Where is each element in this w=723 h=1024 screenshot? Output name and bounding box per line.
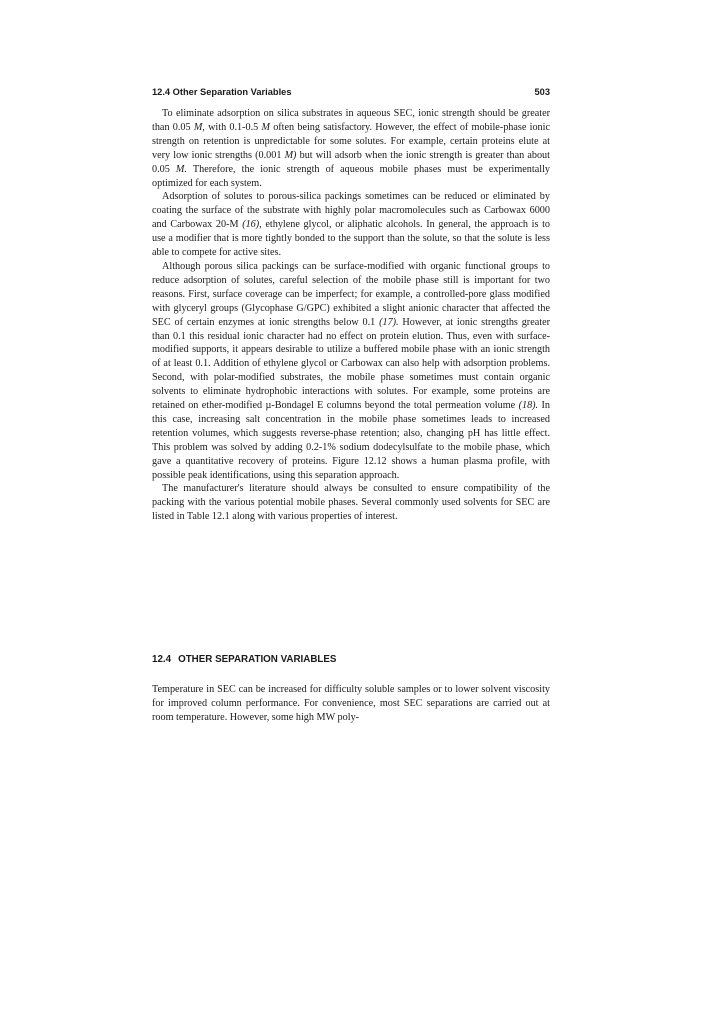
text-segment: To eliminate adsorption on silica substrates in aqueous SEC, ionic strength should be greater than 0.05 xyxy=(152,108,550,133)
italic-text: (18). xyxy=(518,400,539,412)
paragraph xyxy=(152,482,550,524)
running-header-title: 12.4 Other Separation Variables xyxy=(152,87,292,97)
text-segment: Although porous silica packings can be surface-modified with organic functional groups to reduce adsorption of solutes, careful selection of the mobile phase still is important for two reasons. First, surface coverage can be imperfect; for example, a controlled-pore glass modified with glyceryl groups (Glycophase G/GPC) exhibited a slight anionic character that affected the SEC of certain enzymes at ionic strengths below 0.1 xyxy=(152,260,550,328)
italic-text: (17). xyxy=(379,316,399,328)
paragraph xyxy=(152,107,550,190)
italic-text: M, xyxy=(193,121,205,133)
text-segment: but will adsorb when the ionic strength is greater than about 0.05 xyxy=(152,149,550,175)
text-segment: Therefore, the ionic strength of aqueous mobile phases must be experimentally optimized for each system. xyxy=(152,163,550,189)
section-paragraph: Temperature in SEC can be increased for difficulty soluble samples or to lower solvent viscosity for improved column performance. For convenience, most SEC separations are carried out at room temperature. However, some high MW poly- xyxy=(152,684,550,723)
italic-text: M. xyxy=(175,163,187,175)
text-segment: ethylene glycol, or aliphatic alcohols. In general, the approach is to use a modifier that is more tightly bonded to the support than the solute, so that the solute is less able to compete for active sites. xyxy=(152,219,550,259)
section-heading xyxy=(152,654,550,665)
paragraph xyxy=(152,190,550,260)
text-segment: In this case, increasing salt concentration in the mobile phase sometimes leads to increased retention volumes, which suggests reverse-phase retention; also, changing pH has little effect. This problem was solved by adding 0.2-1% sodium dodecylsulfate to the mobile phase, which gave a quantitative recovery of proteins. Figure 12.12 shows a human plasma profile, with possible peak identifications, using this separation approach. xyxy=(152,400,550,481)
text-segment: with 0.1-0.5 xyxy=(204,121,262,133)
section-body xyxy=(152,683,550,725)
paragraph xyxy=(152,260,550,483)
text-segment: The manufacturer's literature should always be consulted to ensure compatibility of the packing with the various potential mobile phases. Several commonly used solvents for SEC are listed in Table 12.1 along with various properties of interest. xyxy=(152,483,550,523)
text-segment: However, at ionic strengths greater than 0.1 this residual ionic character had no effect on protein elution. Thus, even with surface-modified supports, it appears desirable to utilize a buffered mobile phase with an ionic strength of at least 0.1. Addition of ethylene glycol or Carbowax can also help with adsorption problems. Second, with polar-modified substrates, the mobile phase sometimes must contain organic solvents to eliminate hydrophobic interactions with solutes. For example, some proteins are retained on ether-modified µ-Bondagel E columns beyond the total permeation volume xyxy=(152,316,550,412)
italic-text: (16), xyxy=(242,219,262,231)
body-text xyxy=(152,107,550,524)
text-segment: often being satisfactory. However, the effect of mobile-phase ionic strength on retention is unpredictable for some solutes. For example, certain proteins elute at very low ionic strengths (0.001 xyxy=(152,121,550,161)
section-title: OTHER SEPARATION VARIABLES xyxy=(178,654,337,665)
text-segment: Adsorption of solutes to porous-silica packings sometimes can be reduced or eliminated by coating the surface of the substrate with highly polar macromolecules such as Carbowax 6000 and Carbowax 20-M xyxy=(152,191,550,231)
section-number: 12.4 xyxy=(152,654,172,665)
italic-text: M) xyxy=(284,149,297,161)
page-number: 503 xyxy=(534,87,550,97)
italic-text: M xyxy=(261,121,270,133)
running-header xyxy=(152,87,550,101)
